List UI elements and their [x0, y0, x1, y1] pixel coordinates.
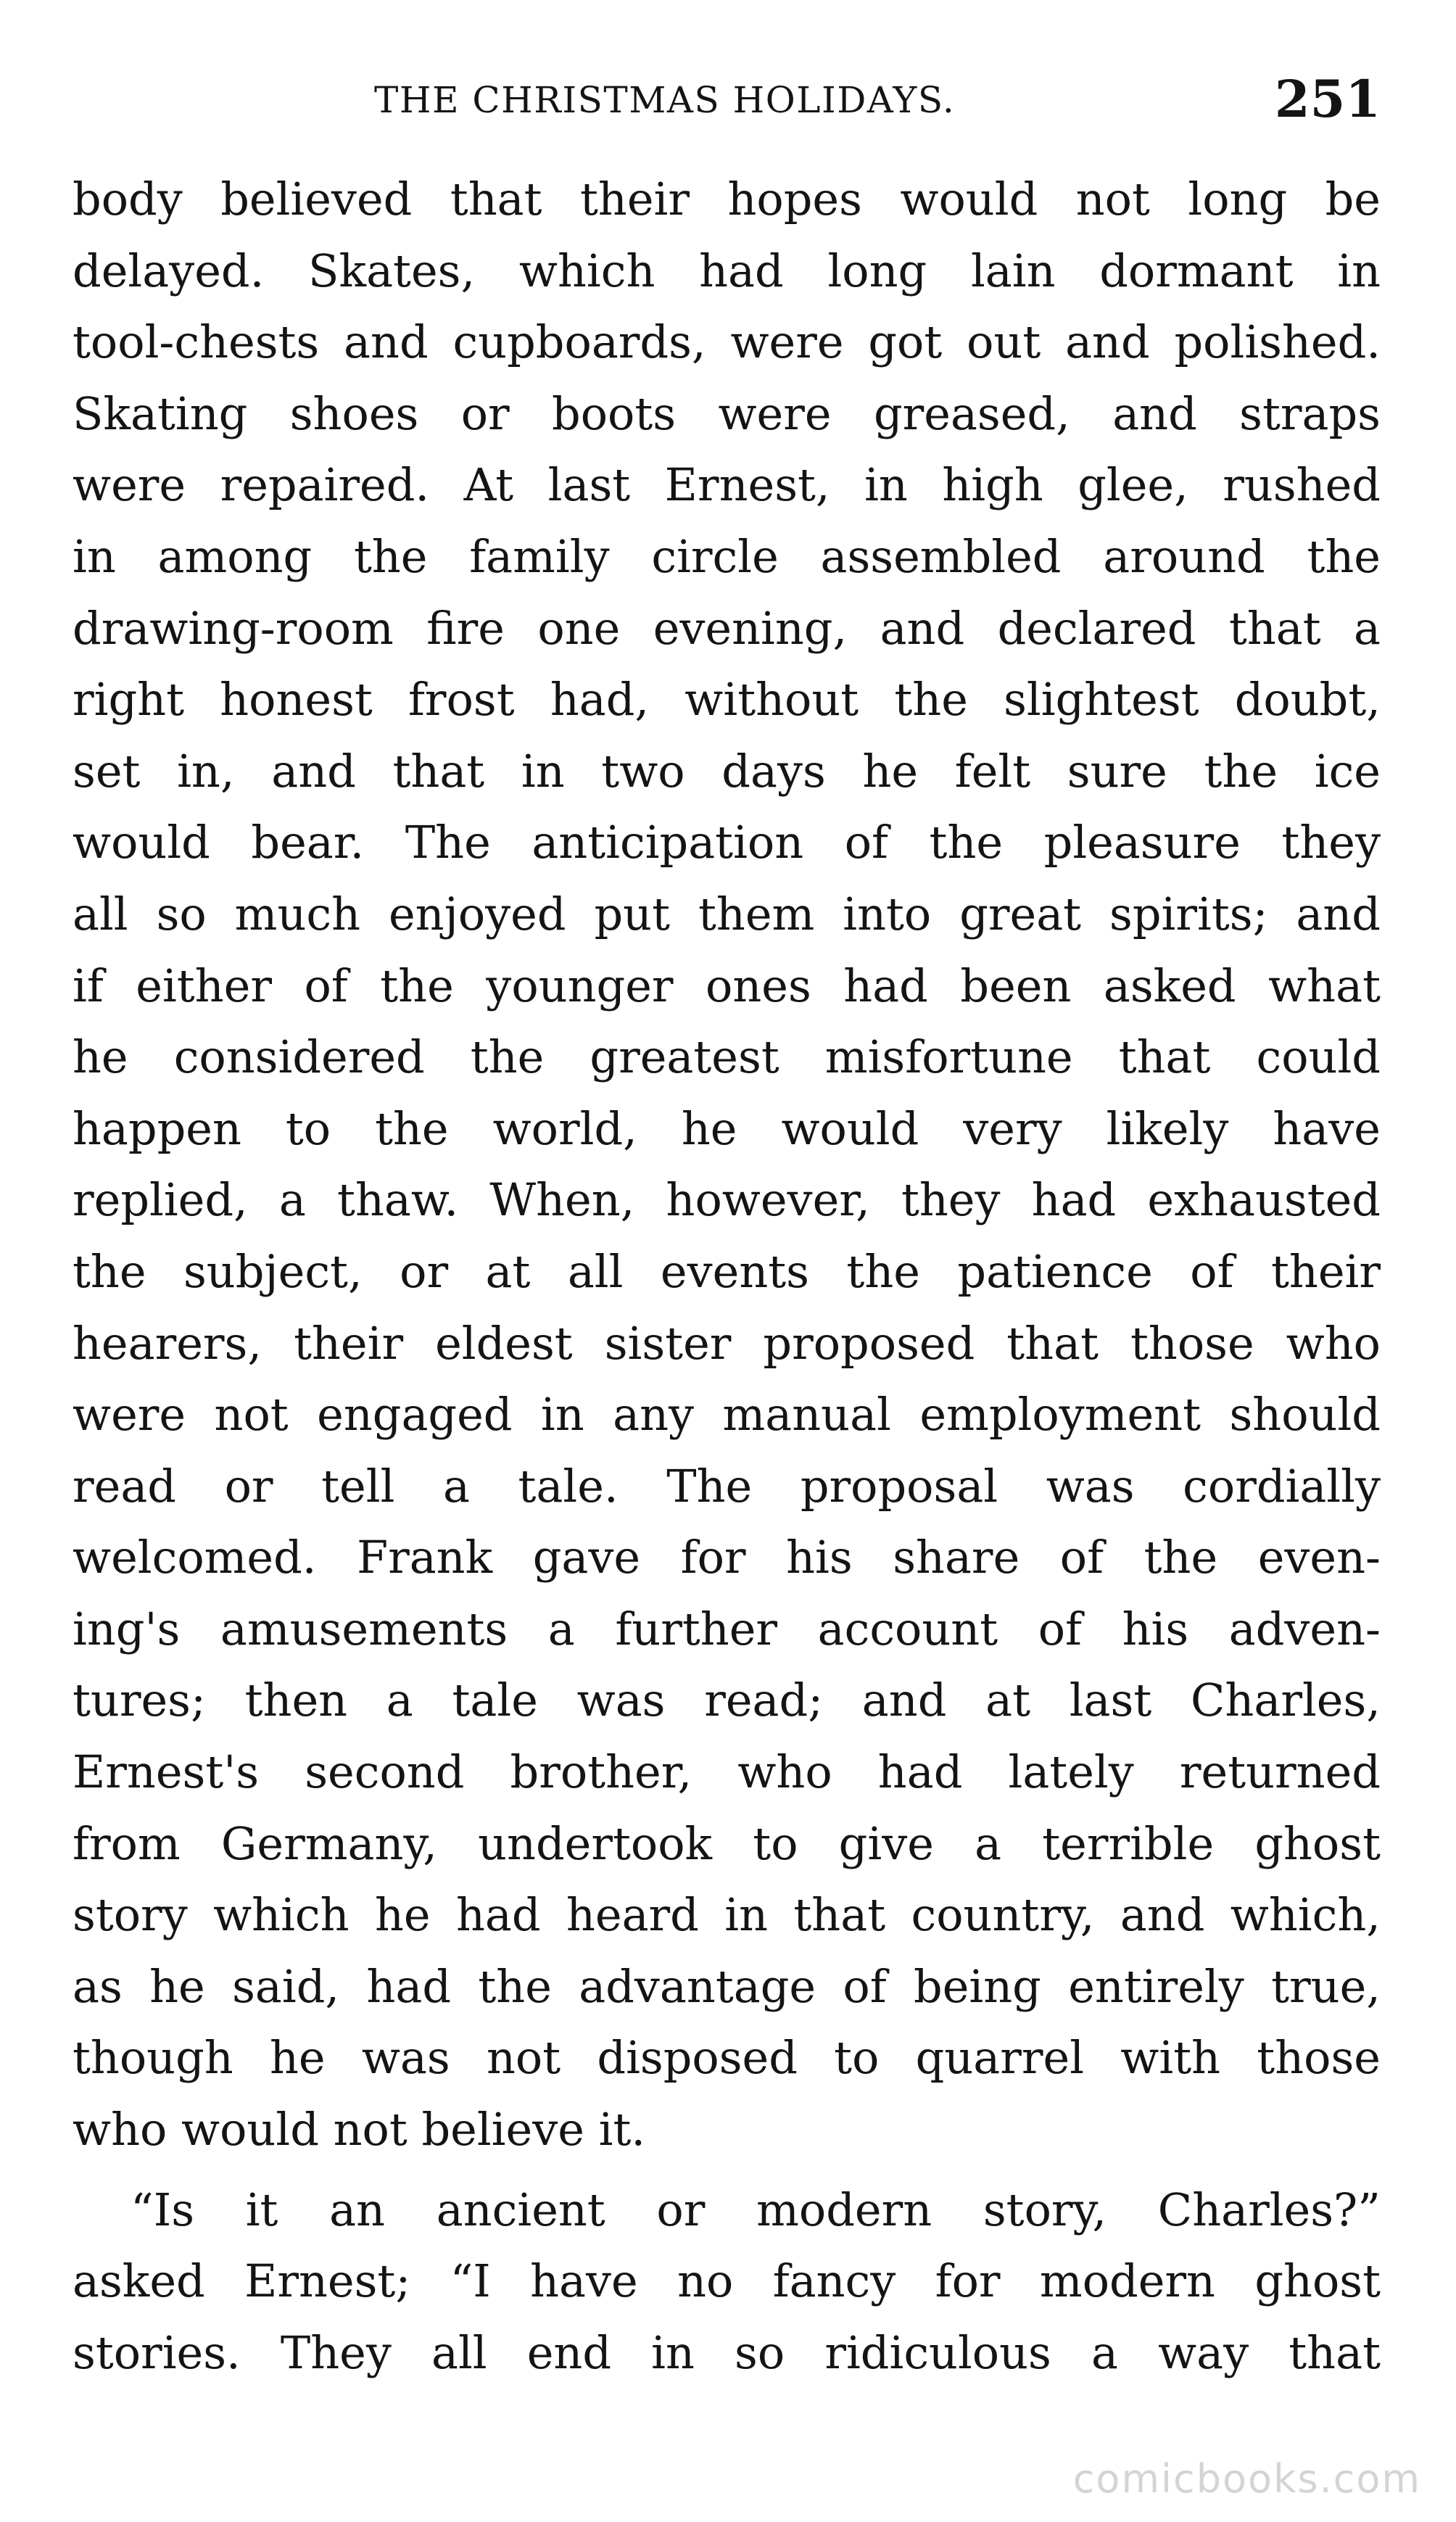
text-line: tool-chests and cupboards, were got out and polished. [73, 315, 1381, 369]
text-line: though he was not disposed to quarrel with those [73, 2031, 1381, 2085]
text-line: set in, and that in two days he felt sure the ice [73, 744, 1381, 798]
text-line: asked Ernest; “I have no fancy for modern ghost [73, 2254, 1381, 2308]
text-line: as he said, had the advantage of being entirely true, [73, 1959, 1381, 2013]
text-line: happen to the world, he would very likely have [73, 1101, 1381, 1155]
text-line: replied, a thaw. When, however, they had exhausted [73, 1173, 1381, 1227]
text-line: tures; then a tale was read; and at last Charles, [73, 1674, 1381, 1727]
text-line: drawing-room fire one evening, and declared that a [73, 601, 1381, 655]
text-line: hearers, their eldest sister proposed that those who [73, 1316, 1381, 1370]
paragraph [73, 164, 1381, 2166]
text-line: story which he had heard in that country, and which, [73, 1888, 1381, 1942]
text-line: were not engaged in any manual employment should [73, 1388, 1381, 1442]
text-line: ing's amusements a further account of his adven- [73, 1602, 1381, 1655]
page-number: 251 [1274, 69, 1381, 129]
text-line: were repaired. At last Ernest, in high glee, rushed [73, 458, 1381, 512]
text-line: stories. They all end in so ridiculous a way that [73, 2325, 1381, 2379]
body-text [73, 164, 1381, 2389]
text-line: in among the family circle assembled around the [73, 529, 1381, 583]
text-line: if either of the younger ones had been asked what [73, 959, 1381, 1012]
running-title: THE CHRISTMAS HOLIDAYS. [374, 79, 956, 121]
paragraph-gap [73, 2166, 1381, 2175]
text-line: read or tell a tale. The proposal was cordially [73, 1459, 1381, 1513]
text-line: from Germany, undertook to give a terrible ghost [73, 1816, 1381, 1870]
text-line: all so much enjoyed put them into great spirits; and [73, 887, 1381, 940]
text-line: the subject, or at all events the patience of their [73, 1244, 1381, 1298]
paragraph [73, 2175, 1381, 2389]
text-line: delayed. Skates, which had long lain dormant in [73, 244, 1381, 297]
running-head [70, 69, 1381, 127]
watermark: comicbooks.com [1072, 2456, 1421, 2502]
text-line: Ernest's second brother, who had lately returned [73, 1745, 1381, 1799]
text-line: he considered the greatest misfortune that could [73, 1030, 1381, 1084]
text-line: who would not believe it. [73, 2103, 646, 2157]
text-line: body believed that their hopes would not long be [73, 173, 1381, 226]
text-line: would bear. The anticipation of the pleasure they [73, 816, 1381, 869]
text-line: Skating shoes or boots were greased, and straps [73, 386, 1381, 440]
text-line: “Is it an ancient or modern story, Charles?” [131, 2183, 1381, 2236]
text-line: right honest frost had, without the slightest doubt, [73, 673, 1381, 727]
text-line: welcomed. Frank gave for his share of the even- [73, 1531, 1381, 1584]
